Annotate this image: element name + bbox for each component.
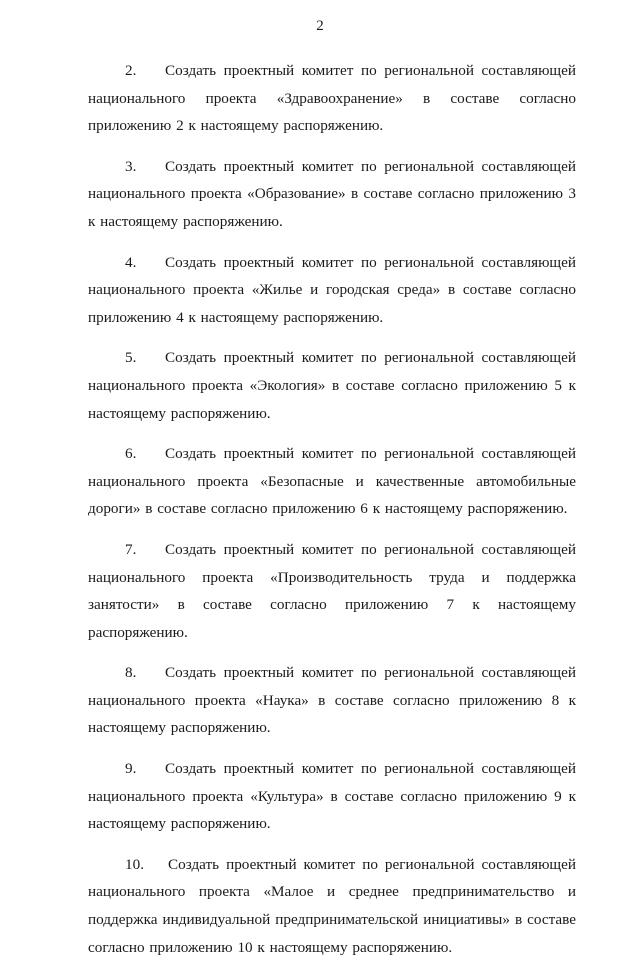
paragraph-number: 8. <box>125 664 137 682</box>
paragraph-number: 10. <box>125 855 144 873</box>
paragraph-text: Создать проектный комитет по региональной составляющей национального проекта «Экология» в составе согласно приложению 5 к настоящему распоряжению. <box>88 349 576 422</box>
page-number: 2 <box>316 18 324 34</box>
paragraph-item-4 <box>88 249 576 332</box>
document-body <box>88 57 576 974</box>
paragraph-text: Создать проектный комитет по региональной составляющей национального проекта «Жилье и городская среда» в составе согласно приложению 4 к настоящему распоряжению. <box>88 253 576 326</box>
paragraph-text: Создать проектный комитет по региональной составляющей национального проекта «Производительность труда и поддержка занятости» в составе согласно приложению 7 к настоящему распоряжению. <box>88 540 576 641</box>
paragraph-number: 6. <box>125 445 137 463</box>
paragraph-item-2 <box>88 57 576 140</box>
paragraph-text: Создать проектный комитет по региональной составляющей национального проекта «Наука» в составе согласно приложению 8 к настоящему распоряжению. <box>88 664 576 737</box>
paragraph-item-7 <box>88 536 576 646</box>
paragraph-text: Создать проектный комитет по региональной составляющей национального проекта «Безопасные и качественные автомобильные дороги» в составе согласно приложению 6 к настоящему распоряжению. <box>88 445 576 518</box>
paragraph-item-9 <box>88 755 576 838</box>
paragraph-number: 4. <box>125 253 137 271</box>
paragraph-text: Создать проектный комитет по региональной составляющей национального проекта «Здравоохранение» в составе согласно приложению 2 к настоящему распоряжению. <box>88 62 576 135</box>
paragraph-item-3 <box>88 153 576 236</box>
paragraph-text: Создать проектный комитет по региональной составляющей национального проекта «Образование» в составе согласно приложению 3 к настоящему распоряжению. <box>88 157 576 230</box>
paragraph-item-10 <box>88 851 576 961</box>
paragraph-item-5 <box>88 344 576 427</box>
paragraph-number: 7. <box>125 540 137 558</box>
paragraph-number: 2. <box>125 62 137 79</box>
paragraph-number: 9. <box>125 760 137 778</box>
paragraph-number: 3. <box>125 157 137 175</box>
paragraph-item-8 <box>88 659 576 742</box>
paragraph-number: 5. <box>125 349 137 367</box>
paragraph-item-6 <box>88 440 576 523</box>
paragraph-text: Создать проектный комитет по региональной составляющей национального проекта «Культура» в составе согласно приложению 9 к настоящему распоряжению. <box>88 760 576 833</box>
paragraph-text: Создать проектный комитет по региональной составляющей национального проекта «Малое и среднее предпринимательство и поддержка индивидуальной предпринимательской инициативы» в составе согласно приложению 10 к настоящему распоряжению. <box>88 855 576 956</box>
